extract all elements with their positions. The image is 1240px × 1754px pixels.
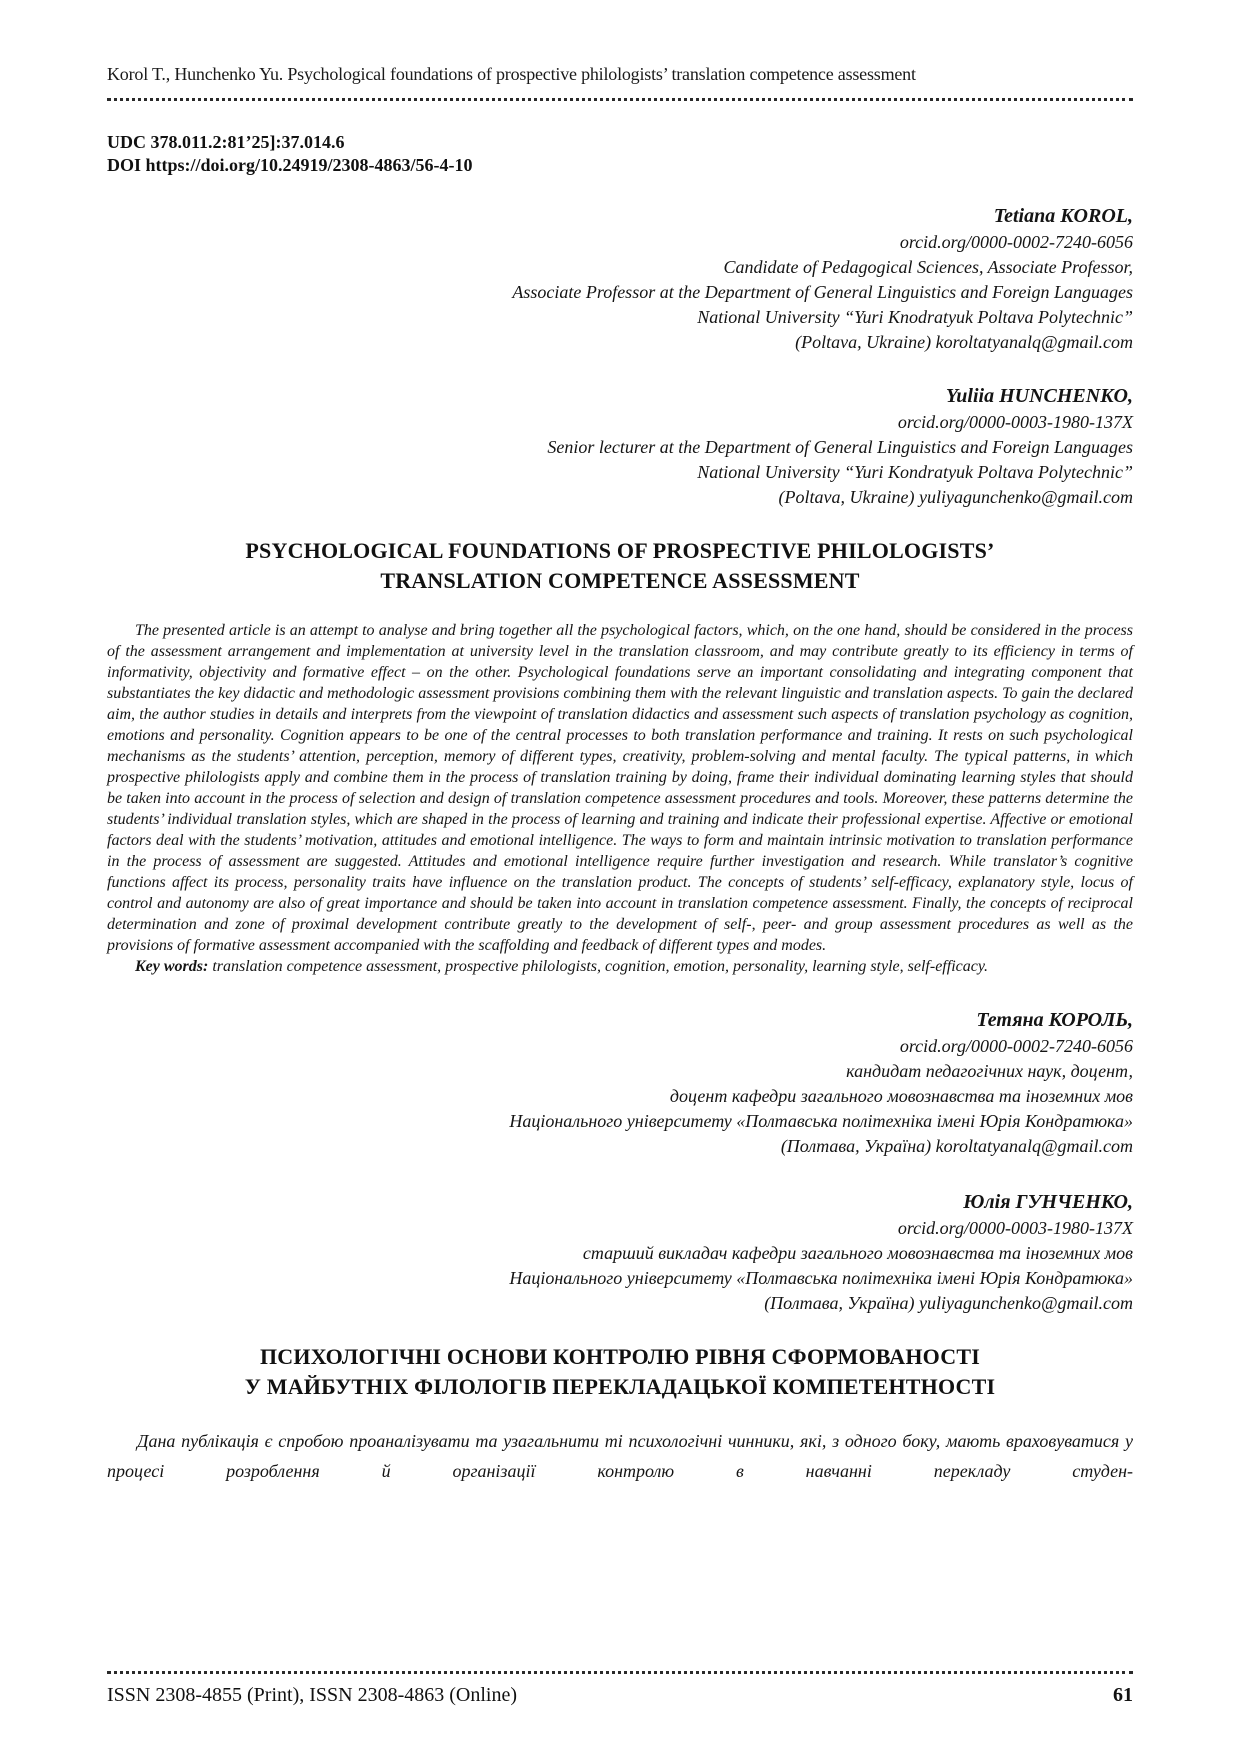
doi-link: DOI https://doi.org/10.24919/2308-4863/56-4-10: [107, 155, 473, 175]
author-affiliation-line: доцент кафедри загального мовознавства та іноземних мов: [669, 1086, 1133, 1106]
abstract-uk: Дана публікація є спробою проаналізувати та узагальнити ті психологічні чинники, які, з одного боку, мають враховуватися у процесі розроблення й організації контролю в навчанні перекладу студен-: [107, 1431, 1133, 1481]
author-name: Тетяна КОРОЛЬ,: [976, 1009, 1133, 1031]
article-title-line: У МАЙБУТНІХ ФІЛОЛОГІВ ПЕРЕКЛАДАЦЬКОЇ КОМПЕТЕНТНОСТІ: [244, 1374, 996, 1399]
article-title-line: ПСИХОЛОГІЧНІ ОСНОВИ КОНТРОЛЮ РІВНЯ СФОРМОВАНОСТІ: [260, 1344, 980, 1369]
author-block-korol-en: [107, 203, 1133, 355]
author-block-korol-uk: [107, 1007, 1133, 1159]
author-orcid: orcid.org/0000-0002-7240-6056: [899, 232, 1133, 252]
author-email-line: (Полтава, Україна) yuliyagunchenko@gmail.com: [764, 1293, 1133, 1313]
author-affiliation-line: Candidate of Pedagogical Sciences, Associate Professor,: [723, 257, 1133, 277]
author-affiliation-line: National University “Yuri Knodratyuk Poltava Polytechnic”: [697, 307, 1133, 327]
footer-issn: ISSN 2308-4855 (Print), ISSN 2308-4863 (Online): [107, 1684, 517, 1706]
author-block-hunchenko-en: [107, 383, 1133, 510]
author-orcid: orcid.org/0000-0002-7240-6056: [899, 1036, 1133, 1056]
author-email-line: (Полтава, Україна) koroltatyanalq@gmail.com: [780, 1136, 1133, 1156]
page-number: 61: [1113, 1684, 1133, 1706]
article-title-en: [107, 536, 1133, 596]
author-orcid: orcid.org/0000-0003-1980-137X: [897, 412, 1133, 432]
footer-dotted-divider: [107, 1671, 1133, 1674]
author-name: Yuliia HUNCHENKO,: [945, 385, 1133, 407]
article-title-line: PSYCHOLOGICAL FOUNDATIONS OF PROSPECTIVE PHILOLOGISTS’: [245, 538, 995, 563]
author-affiliation-line: старший викладач кафедри загального мовознавства та іноземних мов: [582, 1243, 1133, 1263]
author-orcid: orcid.org/0000-0003-1980-137X: [897, 1218, 1133, 1238]
article-title-line: TRANSLATION COMPETENCE ASSESSMENT: [380, 568, 860, 593]
author-affiliation-line: Національного університету «Полтавська політехніка імені Юрія Кондратюка»: [509, 1268, 1133, 1288]
author-affiliation-line: кандидат педагогічних наук, доцент,: [846, 1061, 1133, 1081]
author-affiliation-line: National University “Yuri Kondratyuk Poltava Polytechnic”: [697, 462, 1133, 482]
author-email-line: (Poltava, Ukraine) yuliyagunchenko@gmail.com: [778, 487, 1133, 507]
author-affiliation-line: Senior lecturer at the Department of General Linguistics and Foreign Languages: [547, 437, 1133, 457]
author-name: Юлія ГУНЧЕНКО,: [963, 1191, 1133, 1213]
author-affiliation-line: Associate Professor at the Department of General Linguistics and Foreign Languages: [512, 282, 1133, 302]
udc-doi-block: [107, 131, 1133, 177]
keywords-label: Key words:: [135, 958, 209, 975]
author-affiliation-line: Національного університету «Полтавська політехніка імені Юрія Кондратюка»: [509, 1111, 1133, 1131]
page-footer: [107, 1671, 1133, 1708]
keywords-en: [107, 956, 1133, 977]
author-block-hunchenko-uk: [107, 1189, 1133, 1316]
author-email-line: (Poltava, Ukraine) koroltatyanalq@gmail.com: [795, 332, 1133, 352]
abstract-en: The presented article is an attempt to analyse and bring together all the psychological factors, which, on the one hand, should be considered in the process of the assessment arrangement and implementation at university level in the translation classroom, and may contribute greatly to its efficiency in terms of informativity, objectivity and formative effect – on the other. Psychological foundations serve an important consolidating and integrating component that substantiates the key didactic and methodologic assessment provisions combining them with the relevant linguistic and translation aspects. To gain the declared aim, the author studies in details and interprets from the viewpoint of translation didactics and assessment such aspects of translation psychology as cognition, emotions and personality. Cognition appears to be one of the central processes to both translation performance and training. It rests on such psychological mechanisms as the students’ attention, perception, memory of different types, creativity, problem-solving and mental faculty. The typical patterns, in which prospective philologists apply and combine them in the process of translation training by doing, frame their individual dominating learning styles that should be taken into account in the process of selection and design of translation competence assessment procedures and tools. Moreover, these patterns determine the students’ individual translation styles, which are shaped in the process of learning and training and indicate their professional expertise. Affective or emotional factors deal with the students’ motivation, attitudes and emotional intelligence. The ways to form and maintain intrinsic motivation to translation performance in the process of assessment are suggested. Attitudes and emotional intelligence require further investigation and research. While translator’s cognitive functions affect its process, personality traits have influence on the translation product. The concepts of students’ self-efficacy, explanatory style, locus of control and autonomy are also of great importance and should be taken into account in translation competence assessment. Finally, the concepts of reciprocal determination and zone of proximal development contribute greatly to the development of self-, peer- and group assessment procedures as well as the provisions of formative assessment accompanied with the scaffolding and feedback of different types and modes.: [107, 622, 1133, 954]
header-dotted-divider: [107, 98, 1133, 101]
article-title-uk: [107, 1342, 1133, 1402]
udc-code: UDC 378.011.2:81’25]:37.014.6: [107, 132, 345, 152]
keywords-text: translation competence assessment, prospective philologists, cognition, emotion, personality, learning style, self-efficacy.: [208, 958, 989, 975]
author-name: Tetiana KOROL,: [993, 205, 1133, 227]
running-head: Korol T., Hunchenko Yu. Psychological foundations of prospective philologists’ translation competence assessment: [107, 64, 916, 84]
ukrainian-section: [107, 1007, 1133, 1486]
